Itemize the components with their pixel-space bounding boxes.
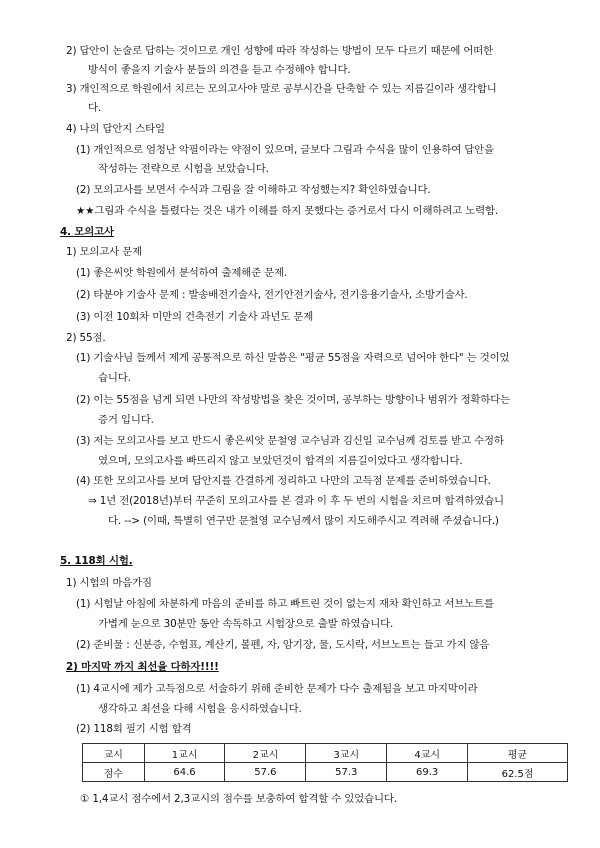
item-2-line-1: 2) 답안이 논술로 답하는 것이므로 개인 성향에 따라 작성하는 방법이 모두 다르기 때문에 어떠한 [66,45,494,57]
score-table [82,743,568,782]
arrow-note-line-1: ⇒ 1년 전(2018년)부터 꾸준히 모의고사를 본 결과 이 후 두 번의 시험을 치르며 합격하였습니 [88,495,504,507]
s5-item-1-1-line-2: 가볍게 눈으로 30분만 동안 속독하고 시험장으로 출발 하였습니다. [98,618,394,630]
s5-item-1: 1) 시험의 마음가짐 [66,577,152,589]
header-cell: 평균 [468,744,568,763]
header-cell: 2교시 [225,744,306,763]
section-4-heading: 4. 모의고사 [60,226,114,238]
s5-item-2: 2) 마지막 까지 최선을 다하자!!!! [66,661,219,673]
s5-item-2-1-line-1: (1) 4교시에 제가 고득점으로 서술하기 위해 준비한 문제가 다수 출제됨을 보고 마지막이라 [76,683,478,695]
s4-item-1-3: (3) 이전 10회차 미만의 건축전기 기술사 과년도 문제 [76,311,314,323]
item-4-1-line-2: 작성하는 전략으로 시험을 보았습니다. [98,163,269,175]
s4-item-2: 2) 55점. [66,332,106,344]
s4-item-2-4: (4) 또한 모의고사를 보며 답안지를 간결하게 정리하고 나만의 고득점 문제를 준비하였습니다. [76,475,491,487]
s4-item-1-1: (1) 좋은씨앗 학원에서 분석하여 출제해준 문제. [76,267,288,279]
item-4-2: (2) 모의고사를 보면서 수식과 그림을 잘 이해하고 작성했는지? 확인하였습니다. [76,184,431,196]
s4-item-2-2-line-2: 증거 입니다. [98,414,154,426]
header-cell: 3교시 [306,744,387,763]
item-4-1-line-1: (1) 개인적으로 엄청난 악필이라는 약점이 있으며, 글보다 그림과 수식을 많이 인용하여 답안을 [76,144,494,156]
score-table-header-row [83,744,568,763]
header-cell: 교시 [83,744,145,763]
s4-item-2-1-line-2: 습니다. [98,372,131,384]
score-cell: 점수 [83,763,145,782]
score-cell: 57.3 [306,763,387,782]
score-cell: 64.6 [144,763,225,782]
s5-item-1-2: (2) 준비물 : 신분증, 수험표, 계산기, 볼펜, 자, 암기장, 물, 도시락, 서브노트는 들고 가지 않음 [76,639,490,651]
s5-item-2-2: (2) 118회 필기 시험 합격 [76,723,192,735]
s4-item-2-3-line-2: 였으며, 모의고사를 빠뜨리지 않고 보았던것이 합격의 지름길이었다고 생각합니다. [98,455,463,467]
s4-item-2-3-line-1: (3) 저는 모의고사를 보고 반드시 좋은씨앗 문철영 교수님과 김신일 교수님께 검토를 받고 수정하 [76,435,504,447]
section-5-heading-text: 5. 118회 시험. [60,555,133,567]
item-3-line-2: 다. [88,102,102,114]
s4-item-2-1-line-1: (1) 기술사님 들께서 제게 공통적으로 하신 말씀은 "평균 55점을 자력으로 넘어야 한다" 는 것이었 [76,352,510,364]
item-4: 4) 나의 답안지 스타일 [66,123,165,135]
item-3-line-1: 3) 개인적으로 학원에서 치르는 모의고사야 말로 공부시간을 단축할 수 있는 지름길이라 생각합니 [66,83,497,95]
score-note: ① 1,4교시 점수에서 2,3교시의 점수를 보충하여 합격할 수 있었습니다. [80,793,397,805]
star-note: ★★그림과 수식을 틀렸다는 것은 내가 이해를 하지 못했다는 증거로서 다시 이해하려고 노력함. [76,205,498,217]
score-cell: 62.5점 [468,763,568,782]
header-cell: 1교시 [144,744,225,763]
score-cell: 69.3 [387,763,468,782]
header-cell: 4교시 [387,744,468,763]
score-table-row [83,763,568,782]
s4-item-1-2: (2) 타분야 기술사 문제 : 발송배전기술사, 전기안전기술사, 전기응용기술사, 소방기술사. [76,289,468,301]
item-2-line-2: 방식이 좋을지 기술사 분들의 의견을 듣고 수정해야 합니다. [88,64,351,76]
s4-item-2-2-line-1: (2) 이는 55점을 넘게 되면 나만의 작성방법을 찾은 것이며, 공부하는 방향이나 범위가 정확하다는 [76,394,511,406]
s4-item-1: 1) 모의고사 문제 [66,246,142,258]
s5-item-2-1-line-2: 생각하고 최선을 다해 시험을 응시하였습니다. [98,703,302,715]
section-5-heading [60,554,133,568]
score-cell: 57.6 [225,763,306,782]
arrow-note-line-2: 다. --> (이때, 특별히 연구반 문철영 교수님께서 많이 지도해주시고 격려해 주셨습니다.) [108,515,499,527]
s5-item-1-1-line-1: (1) 시험날 아침에 차분하게 마음의 준비를 하고 빠트린 것이 없는지 재차 확인하고 서브노트를 [76,598,494,610]
